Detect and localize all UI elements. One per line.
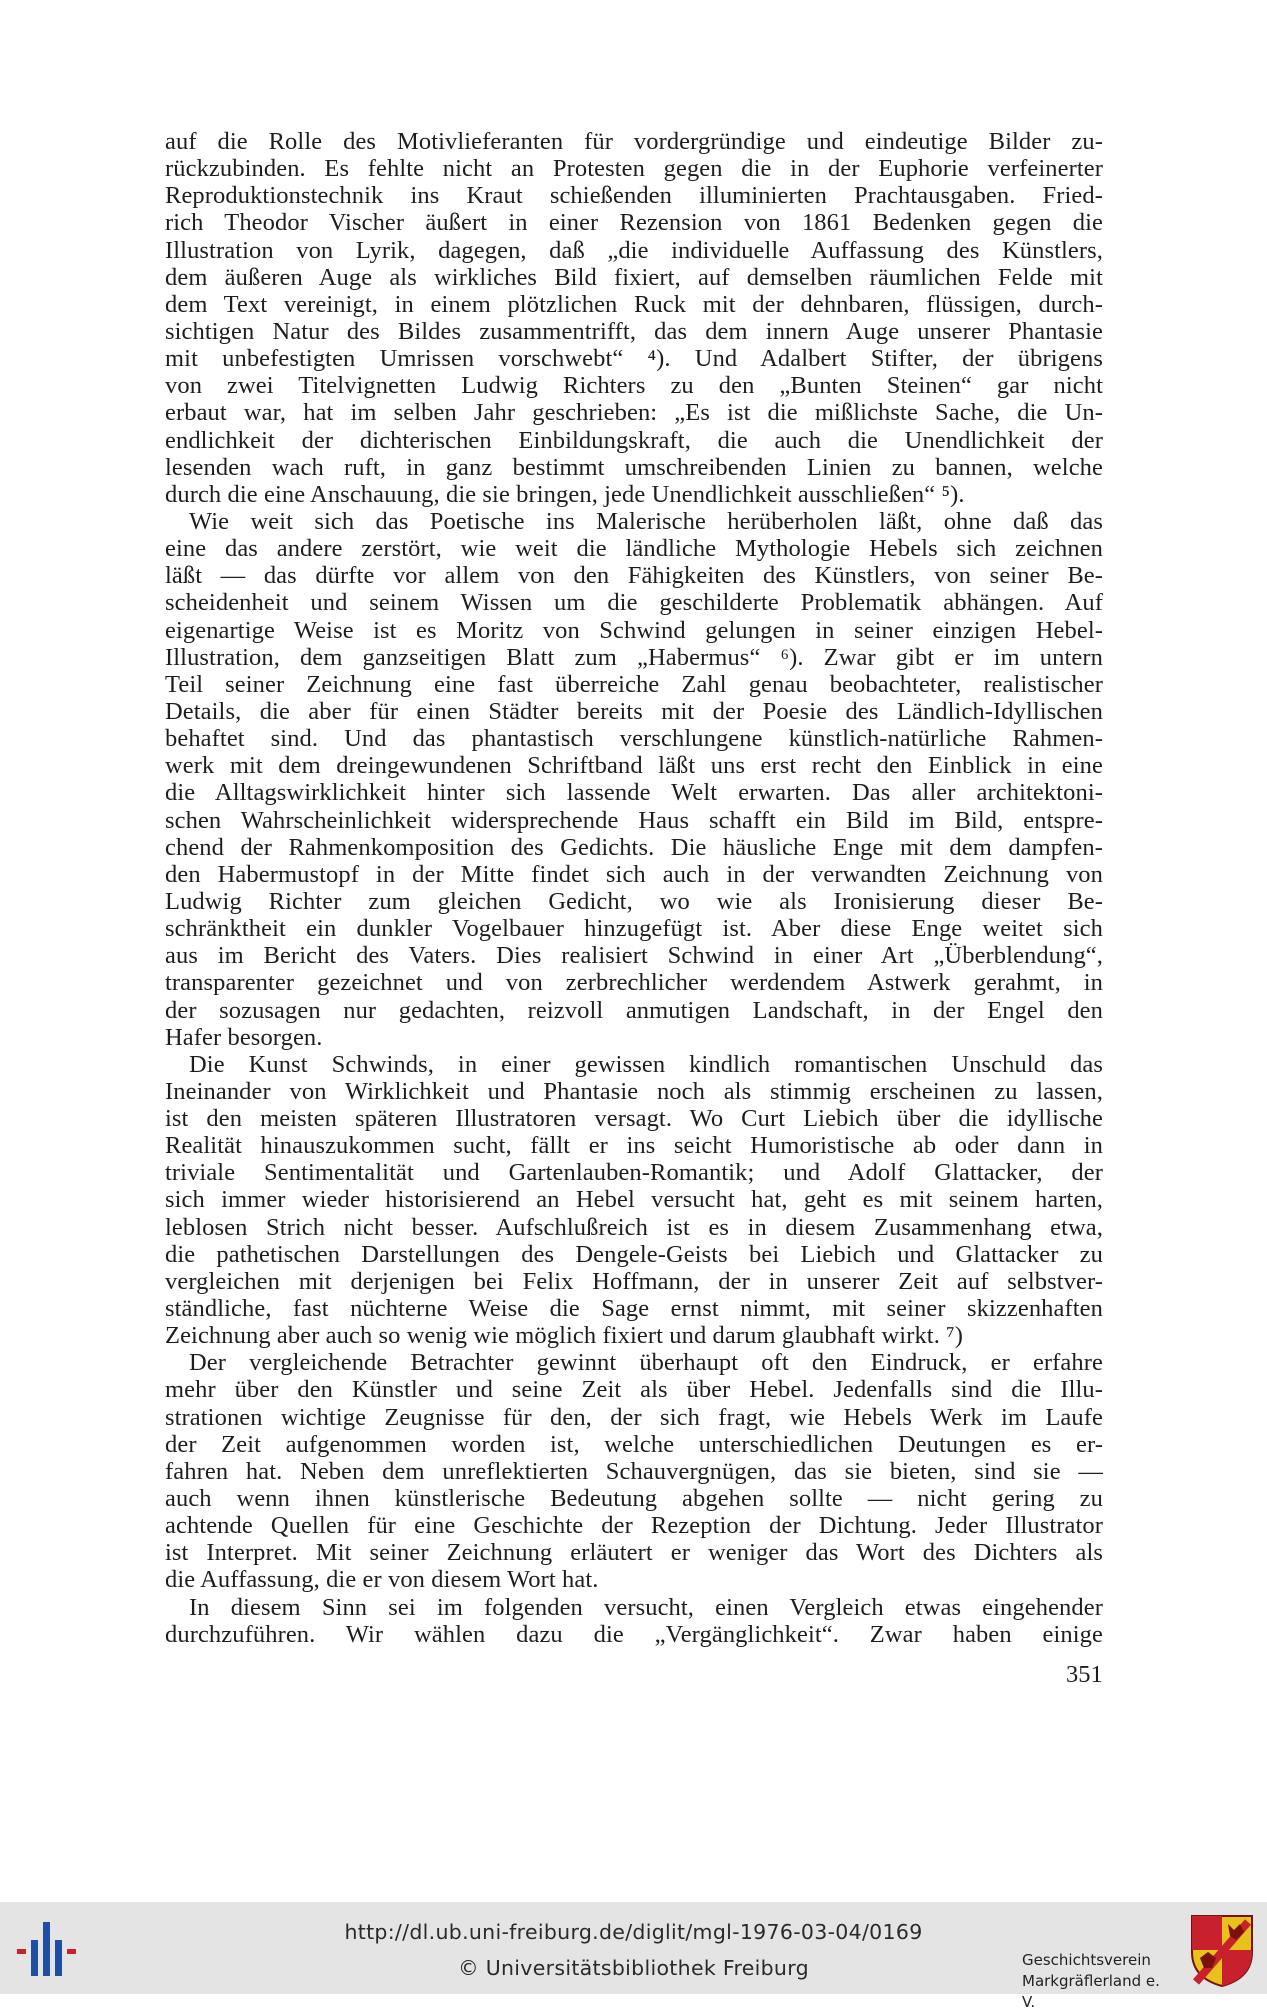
text-line: Illustration, dem ganzseitigen Blatt zum „Habermus“ ⁶). Zwar gibt er im untern bbox=[165, 643, 1103, 671]
text-line: schen Wahrscheinlichkeit widersprechende Haus schafft ein Bild im Bild, entspre- bbox=[165, 806, 1103, 834]
text-line: ist den meisten späteren Illustratoren versagt. Wo Curt Liebich über die idyllische bbox=[165, 1105, 1103, 1133]
text-line: In diesem Sinn sei im folgenden versucht, einen Vergleich etwas eingehender bbox=[189, 1593, 1103, 1621]
text-line: eigenartige Weise ist es Moritz von Schwind gelungen in seiner einzigen Hebel- bbox=[165, 616, 1103, 644]
text-line: Zeichnung aber auch so wenig wie möglich fixiert und darum glaubhaft wirkt. ⁷) bbox=[165, 1322, 964, 1350]
text-line: dem äußeren Auge als wirkliches Bild fixiert, auf demselben räumlichen Felde mit bbox=[165, 263, 1103, 291]
text-line: Hafer besorgen. bbox=[165, 1023, 323, 1051]
text-line: Der vergleichende Betrachter gewinnt überhaupt oft den Eindruck, er erfahre bbox=[189, 1349, 1103, 1377]
text-line: die pathetischen Darstellungen des Dengele-Geists bei Liebich und Glattacker zu bbox=[165, 1240, 1103, 1268]
text-line: Details, die aber für einen Städter bereits mit der Poesie des Ländlich-Idyllischen bbox=[165, 697, 1103, 725]
text-line: sichtigen Natur des Bildes zusammentrifft, das dem innern Auge unserer Phantasie bbox=[165, 317, 1103, 345]
text-line: lesenden wach ruft, in ganz bestimmt umschreibenden Linien zu bannen, welche bbox=[165, 453, 1103, 481]
text-line: läßt — das dürfte vor allem von den Fähigkeiten des Künstlers, von seiner Be- bbox=[165, 562, 1103, 590]
text-line: die Alltagswirklichkeit hinter sich lassende Welt erwarten. Das aller architektoni- bbox=[165, 779, 1103, 807]
text-line: dem Text vereinigt, in einem plötzlichen Ruck mit der dehnbaren, flüssigen, durch- bbox=[165, 290, 1103, 318]
text-line: chend der Rahmenkomposition des Gedichts. Die häusliche Enge mit dem dampfen- bbox=[165, 833, 1103, 861]
text-line: eine das andere zerstört, wie weit die ländliche Mythologie Hebels sich zeichnen bbox=[165, 535, 1103, 563]
text-line: der sozusagen nur gedachten, reizvoll anmutigen Landschaft, in der Engel den bbox=[165, 996, 1103, 1024]
text-line: achtende Quellen für eine Geschichte der Rezeption der Dichtung. Jeder Illustrator bbox=[165, 1512, 1103, 1540]
text-line: von zwei Titelvignetten Ludwig Richters zu den „Bunten Steinen“ gar nicht bbox=[165, 372, 1103, 400]
text-line: fahren hat. Neben dem unreflektierten Schauvergnügen, das sie bieten, sind sie — bbox=[165, 1457, 1103, 1485]
text-line: rich Theodor Vischer äußert in einer Rezension von 1861 Bedenken gegen die bbox=[165, 209, 1103, 237]
society-coat-of-arms-icon bbox=[1188, 1912, 1256, 1988]
text-line: transparenter gezeichnet und von zerbrechlicher werdendem Astwerk gerahmt, in bbox=[165, 969, 1103, 997]
society-name-line-2: Markgräflerland e. V. bbox=[1022, 1972, 1160, 2011]
society-name-line-1: Geschichtsverein bbox=[1022, 1951, 1151, 1969]
document-body-text bbox=[165, 128, 1103, 1648]
footer-url-link[interactable]: http://dl.ub.uni-freiburg.de/diglit/mgl-1976-03-04/0169 bbox=[344, 1920, 923, 1944]
text-line: Teil seiner Zeichnung eine fast überreiche Zahl genau beobachteter, realistischer bbox=[165, 670, 1103, 698]
page-number: 351 bbox=[1066, 1661, 1103, 1688]
text-line: scheidenheit und seinem Wissen um die geschilderte Problematik abhängen. Auf bbox=[165, 589, 1103, 617]
text-line: durch die eine Anschauung, die sie bringen, jede Unendlichkeit ausschließen“ ⁵). bbox=[165, 480, 965, 508]
footer-society-name bbox=[1022, 1950, 1172, 2013]
text-line: Ludwig Richter zum gleichen Gedicht, wo wie als Ironisierung dieser Be- bbox=[165, 887, 1103, 915]
text-line: auch wenn ihnen künstlerische Bedeutung abgehen sollte — nicht gering zu bbox=[165, 1485, 1103, 1513]
footer-copyright: © Universitätsbibliothek Freiburg bbox=[458, 1956, 809, 1980]
text-line: Wie weit sich das Poetische ins Malerische herüberholen läßt, ohne daß das bbox=[189, 507, 1103, 535]
text-line: strationen wichtige Zeugnisse für den, der sich fragt, wie Hebels Werk im Laufe bbox=[165, 1403, 1103, 1431]
text-line: durchzuführen. Wir wählen dazu die „Vergänglichkeit“. Zwar haben einige bbox=[165, 1620, 1103, 1648]
text-line: erbaut war, hat im selben Jahr geschrieben: „Es ist die mißlichste Sache, die Un- bbox=[165, 399, 1103, 427]
text-line: mehr über den Künstler und seine Zeit als über Hebel. Jedenfalls sind die Illu- bbox=[165, 1376, 1103, 1404]
text-line: behaftet sind. Und das phantastisch verschlungene künstlich-natürliche Rahmen- bbox=[165, 725, 1103, 753]
text-line: der Zeit aufgenommen worden ist, welche unterschiedlichen Deutungen es er- bbox=[165, 1430, 1103, 1458]
text-line: sich immer wieder historisierend an Hebel versucht hat, geht es mit seinem harten, bbox=[165, 1186, 1103, 1214]
text-line: Die Kunst Schwinds, in einer gewissen kindlich romantischen Unschuld das bbox=[189, 1050, 1103, 1078]
text-line: Ineinander von Wirklichkeit und Phantasie noch als stimmig erscheinen zu lassen, bbox=[165, 1077, 1103, 1105]
text-line: Reproduktionstechnik ins Kraut schießenden illuminierten Prachtausgaben. Fried- bbox=[165, 182, 1103, 210]
text-line: rückzubinden. Es fehlte nicht an Protesten gegen die in der Euphorie verfeinerter bbox=[165, 155, 1103, 183]
text-line: die Auffassung, die er von diesem Wort hat. bbox=[165, 1566, 599, 1594]
text-line: mit unbefestigten Umrissen vorschwebt“ ⁴). Und Adalbert Stifter, der übrigens bbox=[165, 345, 1103, 373]
footer-bar bbox=[0, 1902, 1267, 2011]
text-line: Illustration von Lyrik, dagegen, daß „die individuelle Auffassung des Künstlers, bbox=[165, 236, 1103, 264]
text-line: den Habermustopf in der Mitte findet sich auch in der verwandten Zeichnung von bbox=[165, 860, 1103, 888]
text-line: ständliche, fast nüchterne Weise die Sage ernst nimmt, mit seiner skizzenhaften bbox=[165, 1295, 1103, 1323]
text-line: endlichkeit der dichterischen Einbildungskraft, die auch die Unendlichkeit der bbox=[165, 426, 1103, 454]
text-line: ist Interpret. Mit seiner Zeichnung erläutert er weniger das Wort des Dichters als bbox=[165, 1539, 1103, 1567]
text-line: triviale Sentimentalität und Gartenlauben-Romantik; und Adolf Glattacker, der bbox=[165, 1159, 1103, 1187]
text-line: vergleichen mit derjenigen bei Felix Hoffmann, der in unserer Zeit auf selbstver- bbox=[165, 1267, 1103, 1295]
text-line: aus im Bericht des Vaters. Dies realisiert Schwind in einer Art „Überblendung“, bbox=[165, 942, 1103, 970]
text-line: auf die Rolle des Motivlieferanten für vordergründige und eindeutige Bilder zu- bbox=[165, 128, 1103, 155]
text-line: schränktheit ein dunkler Vogelbauer hinzugefügt ist. Aber diese Enge weitet sich bbox=[165, 915, 1103, 943]
text-line: leblosen Strich nicht besser. Aufschlußreich ist es in diesem Zusammenhang etwa, bbox=[165, 1213, 1103, 1241]
text-line: werk mit dem dreingewundenen Schriftband läßt uns erst recht den Einblick in eine bbox=[165, 752, 1103, 780]
text-line: Realität hinauszukommen sucht, fällt er ins seicht Humoristische ab oder dann in bbox=[165, 1132, 1103, 1160]
